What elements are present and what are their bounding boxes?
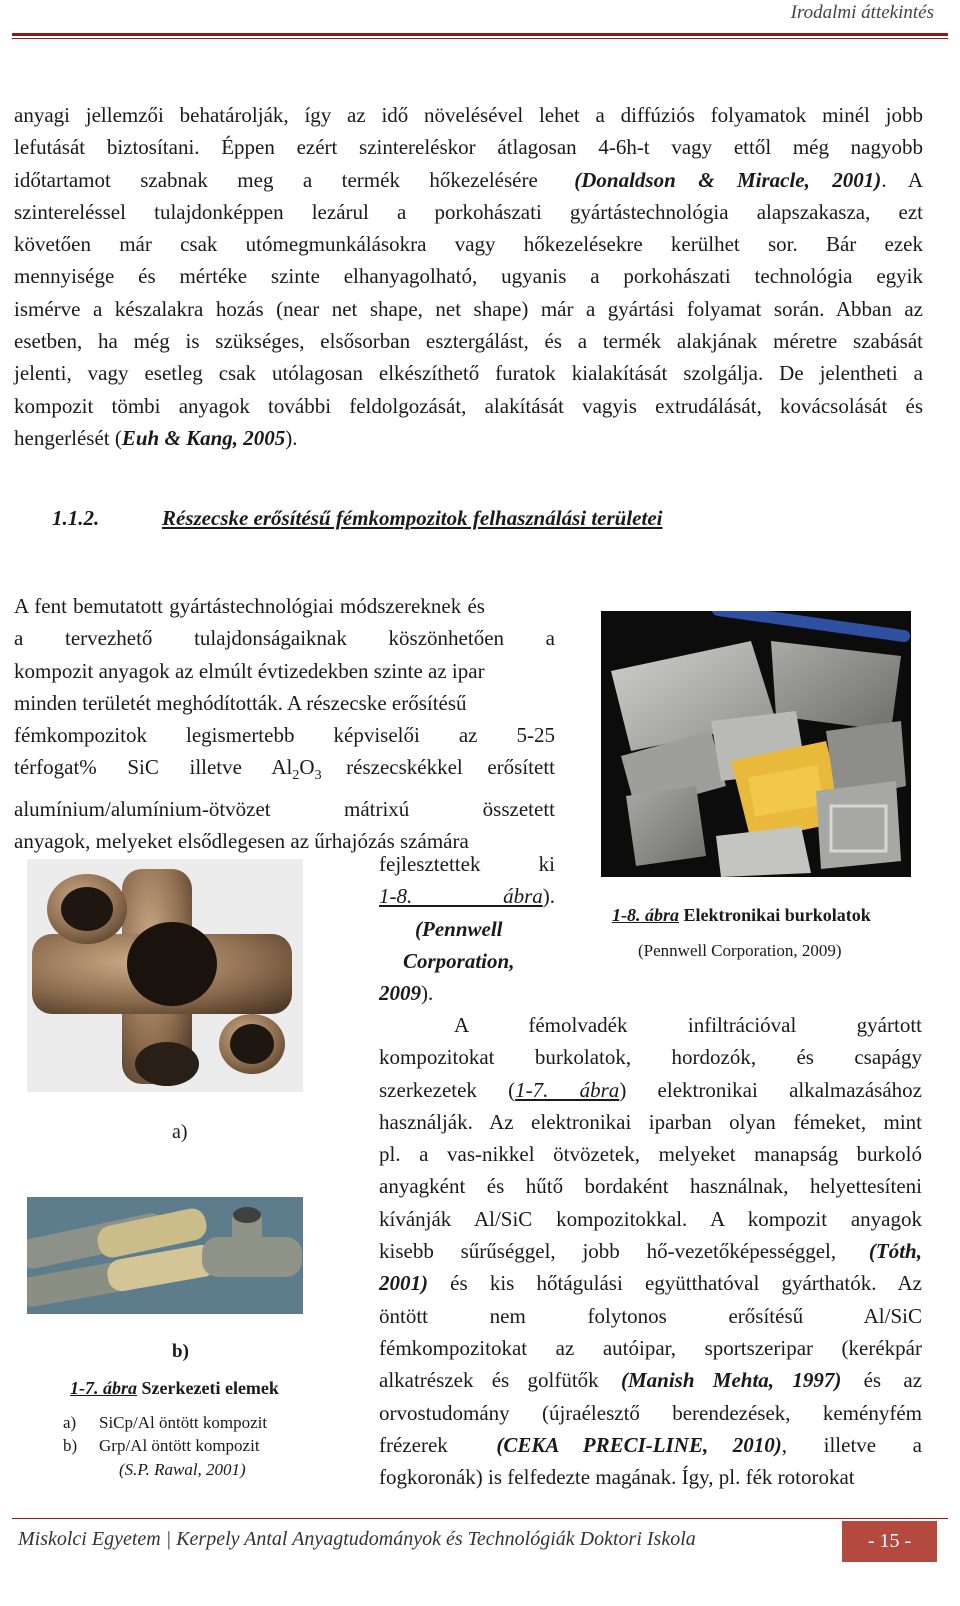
text-segment: , illetve a xyxy=(781,1432,922,1457)
tubes-photo xyxy=(27,1197,303,1314)
figure-18-caption xyxy=(612,905,871,926)
text-segment: időtartamot szabnak meg a termék hőkezelésére xyxy=(14,167,538,192)
text-line: alumínium/alumínium-ötvözet mátrixú összetett xyxy=(14,796,555,821)
text-line: anyagként és hűtő bordaként használnak, helyettesíteni xyxy=(379,1174,922,1199)
citation: Corporation, xyxy=(403,948,515,973)
text-line: kompozitokat burkolatok, hordozók, és csapágy xyxy=(379,1045,922,1070)
item-key: a) xyxy=(63,1413,77,1432)
text-line xyxy=(379,945,555,977)
text-segment: és az xyxy=(841,1368,923,1393)
text-line: használják. Az elektronikai iparban olyan fémeket, mint xyxy=(379,1109,922,1134)
cross-fitting-illustration xyxy=(27,859,303,1092)
figure-18-source: (Pennwell Corporation, 2009) xyxy=(638,941,842,960)
citation: (Manish Mehta, 1997) xyxy=(620,1368,842,1393)
text-line xyxy=(14,422,923,454)
text-line: ismérve a készalakra hozás (near net shape, net shape) már a gyártási folyamat során. Abban az xyxy=(14,296,923,321)
text-segment: . A xyxy=(881,167,924,192)
cross-fitting-photo xyxy=(27,859,303,1092)
figure-17-title: Szerkezeti elemek xyxy=(137,1378,279,1398)
figure-17-caption xyxy=(70,1378,279,1399)
intro-paragraph xyxy=(14,99,923,454)
section-heading xyxy=(52,506,662,531)
text-line: kompozit anyagok az elmúlt évtizedekben szinte az ipar xyxy=(14,658,485,683)
text-line xyxy=(379,1429,922,1461)
text-line xyxy=(379,1235,922,1267)
text-line: A fémolvadék infiltrációval gyártott xyxy=(454,1013,922,1037)
text-line: esetben, ha még is szükséges, elsősorban esztergálást, és a termék alakjának méretre szabását xyxy=(14,329,923,354)
text-line: A fent bemutatott gyártástechnológiai módszereknek és xyxy=(14,594,485,618)
citation: (Donaldson & Miracle, 2001) xyxy=(574,167,882,192)
text-line: fogkoronák) is felfedezte magának. Így, pl. fék rotorokat xyxy=(379,1465,855,1490)
text-line xyxy=(379,880,555,912)
text-line xyxy=(14,751,555,792)
text-segment: hengerlését ( xyxy=(14,425,122,450)
text-segment: ) elektronikai alkalmazásához xyxy=(619,1077,922,1102)
footer-rule xyxy=(12,1518,948,1519)
citation: 2001) xyxy=(379,1271,428,1296)
text-line: követően már csak utómegmunkálásokra vagy hőkezelésekre kerülhet sor. Bár ezek xyxy=(14,232,923,257)
text-line: öntött nem folytonos erősítésű Al/SiC xyxy=(379,1303,922,1328)
subscript: 3 xyxy=(314,768,322,784)
text-line: anyagok, melyeket elsődlegesen az űrhajózás számára xyxy=(14,829,469,854)
item-key: b) xyxy=(63,1436,78,1455)
text-segment: ). xyxy=(421,981,434,1006)
text-segment: és kis hőtágulási együtthatóval gyárthatók. Az xyxy=(428,1271,922,1296)
packages-illustration xyxy=(601,611,911,877)
figure-ref-link[interactable]: 1-8. ábra xyxy=(379,884,543,909)
text-segment: O xyxy=(299,755,315,780)
text-segment: frézerek xyxy=(379,1432,448,1457)
header-rule-thin xyxy=(12,38,948,39)
text-segment: részecskékkel erősített xyxy=(321,755,555,780)
text-line: lefutását biztosítani. Éppen ezért szintereléskor átlagosan 4-6h-t vagy ettől még nagyobb xyxy=(14,135,923,160)
text-line: fémkompozitokat az autóipar, sportszeripar (kerékpár xyxy=(379,1335,922,1360)
text-line xyxy=(14,164,923,196)
figure-17-ref: 1-7. ábra xyxy=(70,1378,137,1398)
text-segment: ). xyxy=(285,425,298,450)
text-line: mennyisége és mértéke szinte elhanyagolható, ugyanis a porkohászati technológia egyik xyxy=(14,264,923,289)
text-segment: térfogat% SiC illetve Al xyxy=(14,755,293,780)
header-title: Irodalmi áttekintés xyxy=(790,2,934,23)
left-paragraph xyxy=(14,590,555,858)
text-line xyxy=(379,1074,922,1106)
text-line: orvostudomány (újraélesztő berendezések, keményfém xyxy=(379,1400,922,1425)
right-paragraph xyxy=(379,1009,922,1493)
figure-18-ref: 1-8. ábra xyxy=(612,905,679,925)
text-line xyxy=(379,913,555,945)
text-line: kívánják Al/SiC kompozitokkal. A kompozit anyagok xyxy=(379,1206,922,1231)
figure-17-source: (S.P. Rawal, 2001) xyxy=(119,1460,246,1479)
mid-paragraph xyxy=(379,848,555,1009)
citation: (Pennwell xyxy=(415,916,503,941)
footer-institution: Miskolci Egyetem | Kerpely Antal Anyagtudományok és Technológiák Doktori Iskola xyxy=(18,1528,696,1550)
figure-17-label-a: a) xyxy=(172,1121,188,1143)
text-line xyxy=(379,977,555,1009)
text-line xyxy=(379,1267,922,1299)
section-number: 1.1.2. xyxy=(52,506,100,530)
figure-17-label-b: b) xyxy=(172,1341,189,1362)
item-text: Grp/Al öntött kompozit xyxy=(99,1436,260,1455)
citation: Euh & Kang, 2005 xyxy=(121,425,286,450)
text-line xyxy=(379,1364,922,1396)
tubes-illustration xyxy=(27,1197,303,1314)
figure-17-item-b xyxy=(63,1436,260,1456)
citation: (CEKA PRECI-LINE, 2010) xyxy=(496,1432,782,1457)
text-line: szintereléssel tulajdonképpen lezárul a porkohászati gyártástechnológia alapszakasza, ezt xyxy=(14,199,923,224)
text-line: anyagi jellemzői behatárolják, így az idő növelésével lehet a diffúziós folyamatok minél jobb xyxy=(14,103,923,127)
text-line: fejlesztettek ki xyxy=(379,852,555,876)
text-line: jelenti, vagy esetleg csak utólagosan elkészíthető furatok kialakítását szolgálja. De jelentheti a xyxy=(14,361,923,386)
subscript: 2 xyxy=(292,768,300,784)
text-line: pl. a vas-nikkel ötvözetek, melyeket manapság burkoló xyxy=(379,1142,922,1167)
text-line: minden területét meghódították. A részecske erősítésű xyxy=(14,690,467,715)
citation: 2009 xyxy=(379,981,421,1006)
text-line: kompozit tömbi anyagok további feldolgozását, alakítását vagyis extrudálását, kovácsolását és xyxy=(14,393,923,418)
citation: (Tóth, xyxy=(868,1239,922,1264)
text-segment: ). xyxy=(542,884,555,909)
text-segment: kisebb sűrűséggel, jobb hő-vezetőképességgel, xyxy=(379,1239,837,1264)
header-rule xyxy=(12,33,948,36)
item-text: SiCp/Al öntött kompozit xyxy=(99,1413,268,1432)
text-line: fémkompozitok legismertebb képviselői az 5-25 xyxy=(14,723,555,748)
text-segment: szerkezetek ( xyxy=(379,1077,516,1102)
electronic-packages-photo xyxy=(601,611,911,877)
figure-17-item-a xyxy=(63,1413,267,1433)
page-number: - 15 - xyxy=(842,1521,937,1562)
text-line: a tervezhető tulajdonságaiknak köszönhetően a xyxy=(14,626,555,651)
section-title: Részecske erősítésű fémkompozitok felhasználási területei xyxy=(162,506,663,530)
figure-ref-link[interactable]: 1-7. ábra xyxy=(515,1077,620,1102)
figure-18-title: Elektronikai burkolatok xyxy=(679,905,871,925)
text-segment: alkatrészek és golfütők xyxy=(379,1368,599,1393)
